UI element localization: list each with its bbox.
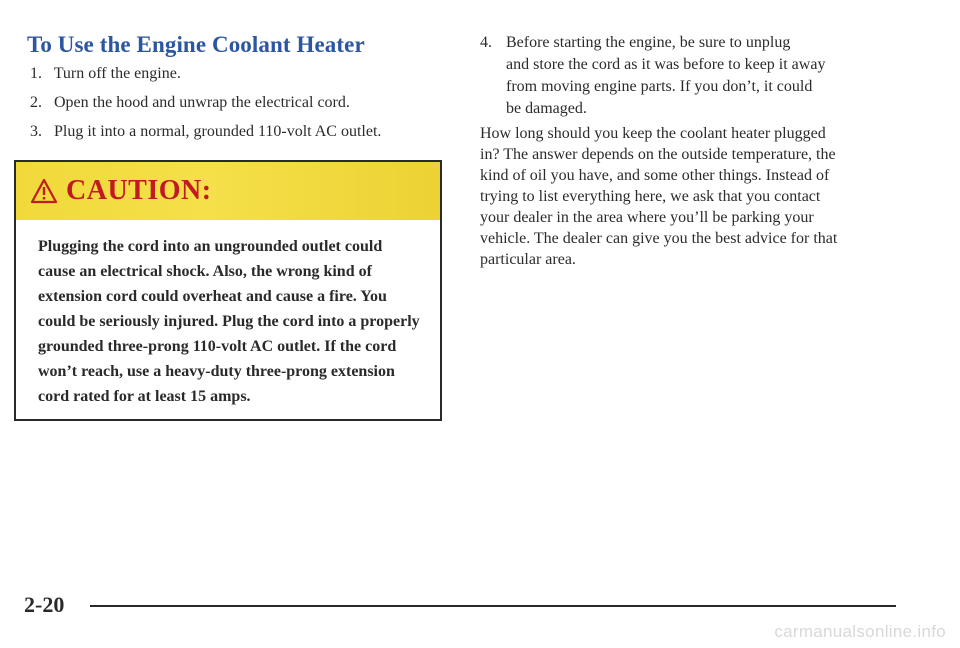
page-number: 2-20 bbox=[24, 592, 65, 617]
step-text: Plug it into a normal, grounded 110-volt AC outlet. bbox=[54, 123, 382, 140]
list-item bbox=[30, 93, 460, 122]
page-rule bbox=[90, 605, 896, 607]
paragraph-line: your dealer in the area where you’ll be parking your bbox=[480, 209, 814, 226]
step-text: Turn off the engine. bbox=[53, 65, 181, 82]
step-text-line: from moving engine parts. If you don’t, it could bbox=[506, 78, 813, 95]
paragraph-line: particular area. bbox=[480, 251, 576, 268]
paragraph-line: vehicle. The dealer can give you the best advice for that bbox=[480, 230, 838, 247]
list-item bbox=[30, 122, 460, 151]
section-heading: To Use the Engine Coolant Heater bbox=[27, 32, 365, 57]
step-text-line: and store the cord as it was before to keep it away bbox=[506, 56, 826, 73]
steps-list bbox=[30, 64, 460, 151]
list-item bbox=[30, 64, 460, 93]
caution-text: Plugging the cord into an ungrounded outlet could cause an electrical shock. Also, the wrong kind of extension cord could overheat and cause a fire. You could be seriously injured. Plug the cord into a properly grounded three-prong 110-volt AC outlet. If the cord won’t reach, use a heavy-duty three-prong extension cord rated for at least 15 amps. bbox=[38, 238, 420, 405]
paragraph-line: How long should you keep the coolant heater plugged bbox=[480, 125, 826, 142]
step-4 bbox=[480, 32, 910, 120]
step-number: 3. bbox=[30, 123, 42, 140]
step-number: 1. bbox=[30, 65, 42, 82]
body-paragraph bbox=[480, 123, 920, 270]
paragraph-line: in? The answer depends on the outside temperature, the bbox=[480, 146, 836, 163]
step-text-line: Before starting the engine, be sure to unplug bbox=[506, 34, 791, 51]
caution-title: CAUTION: bbox=[66, 175, 212, 206]
step-text: Open the hood and unwrap the electrical cord. bbox=[54, 94, 350, 111]
step-number: 2. bbox=[30, 94, 42, 111]
watermark: carmanualsonline.info bbox=[774, 622, 946, 641]
step-text-line: be damaged. bbox=[506, 100, 587, 117]
warning-triangle-icon bbox=[30, 178, 58, 204]
paragraph-line: kind of oil you have, and some other things. Instead of bbox=[480, 167, 830, 184]
paragraph-line: trying to list everything here, we ask that you contact bbox=[480, 188, 821, 205]
caution-banner bbox=[16, 162, 440, 220]
caution-box bbox=[14, 160, 442, 421]
step-number: 4. bbox=[480, 34, 492, 51]
